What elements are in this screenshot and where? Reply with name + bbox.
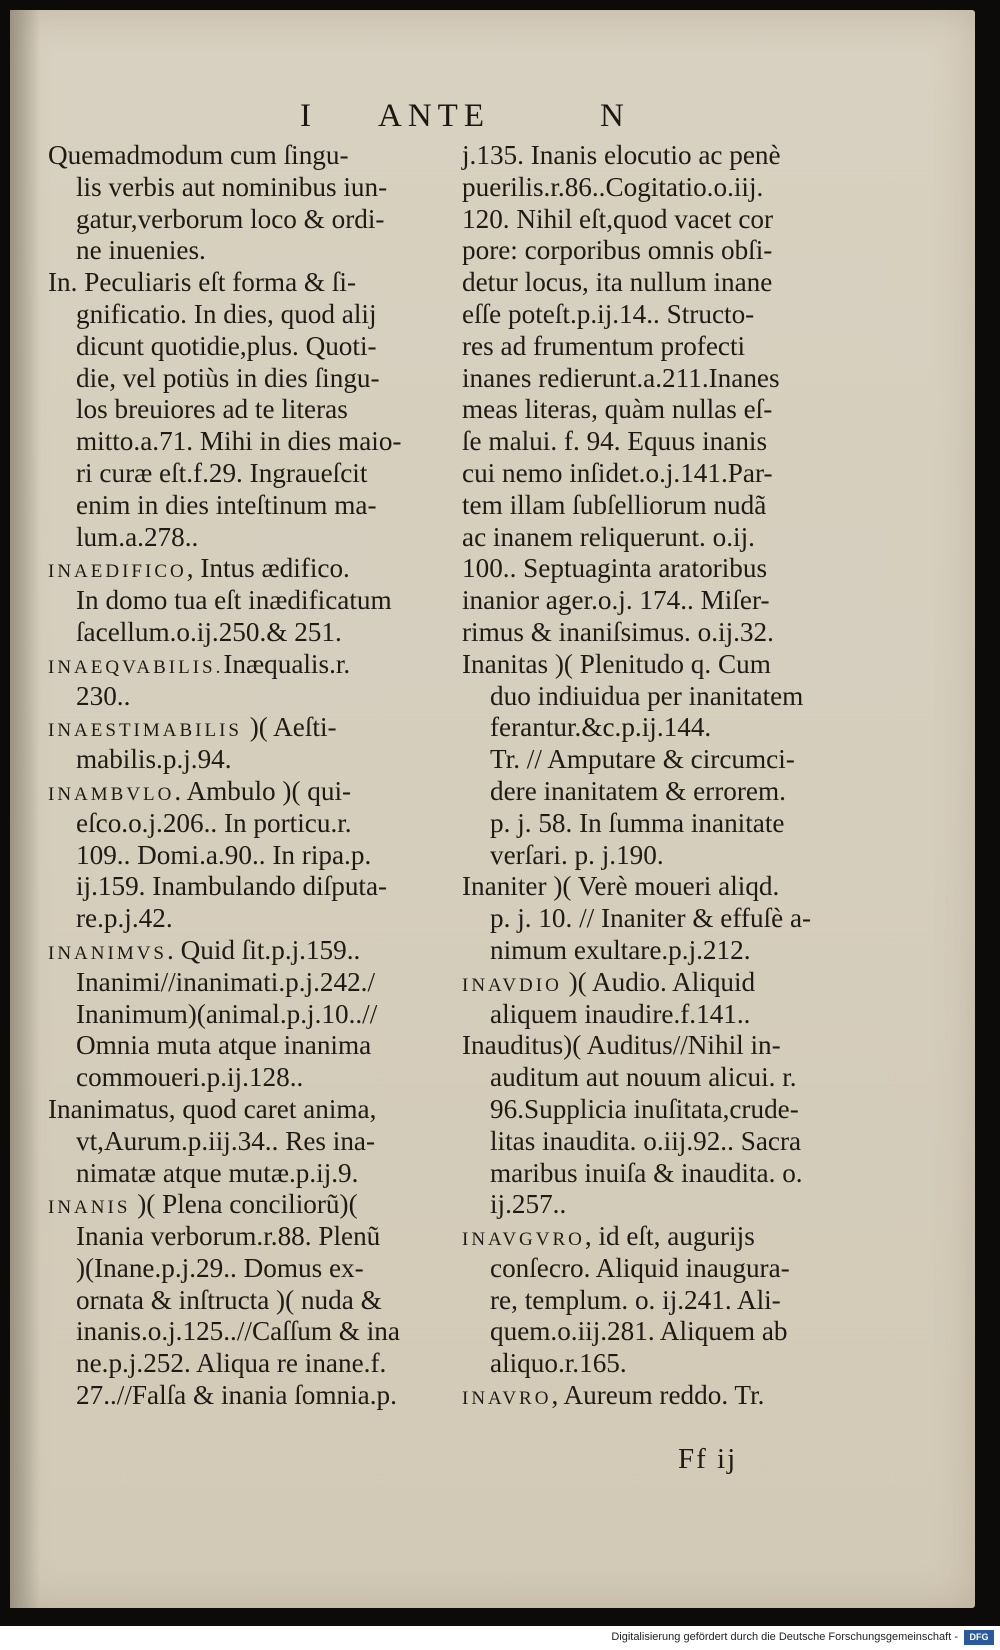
text-line: Inaniter )( Verè moueri aliqd. <box>462 871 780 902</box>
text-line: ſacellum.o.ij.250.& 251. <box>76 616 342 647</box>
text-line: mitto.a.71. Mihi in dies maio- <box>76 426 402 457</box>
dfg-logo: DFG <box>964 1630 994 1645</box>
text-line: ri curæ eſt.f.29. Ingraueſcit <box>76 457 368 488</box>
text-line: ac inanem reliquerunt. o.ij. <box>462 521 755 552</box>
text-line: re, templum. o. ij.241. Ali- <box>490 1284 781 1315</box>
text-line: gnificatio. In dies, quod alij <box>76 298 377 329</box>
text-line: Inanimi//inanimati.p.j.242./ <box>76 966 376 997</box>
text-line: detur locus, ita nullum inane <box>462 267 773 298</box>
text-line: INAVDIO )( Audio. Aliquid <box>462 966 756 997</box>
text-line: Inanimum)(animal.p.j.10..// <box>76 998 378 1029</box>
text-line: inanes redierunt.a.211.Inanes <box>462 362 780 393</box>
text-line: In domo tua eſt inædificatum <box>76 585 392 616</box>
text-line: Quemadmodum cum ſingu- <box>48 140 349 170</box>
header-letter-n: N <box>600 98 630 134</box>
text-line: ne inuenies. <box>76 235 206 266</box>
text-line: pore: corporibus omnis obſi- <box>462 235 773 266</box>
text-line: 109.. Domi.a.90.. In ripa.p. <box>76 839 372 870</box>
text-line: 120. Nihil eſt,quod vacet cor <box>462 203 774 234</box>
text-line: nimatæ atque mutæ.p.ij.9. <box>76 1157 359 1188</box>
text-line: ferantur.&c.p.ij.144. <box>490 712 712 743</box>
text-line: inanis.o.j.125..//Caſſum & ina <box>76 1316 400 1347</box>
text-line: litas inaudita. o.iij.92.. Sacra <box>490 1125 802 1156</box>
text-line: quem.o.iij.281. Aliquem ab <box>490 1316 788 1347</box>
text-line: auditum aut nouum alicui. r. <box>490 1062 797 1093</box>
text-line: enim in dies inteſtinum ma- <box>76 489 377 520</box>
text-line: Inanitas )( Plenitudo q. Cum <box>462 648 771 679</box>
text-line: gatur,verborum loco & ordi- <box>76 203 385 234</box>
text-line: die, vel potiùs in dies ſingu- <box>76 362 380 393</box>
text-line: puerilis.r.86..Cogitatio.o.iij. <box>462 171 764 202</box>
text-line: los breuiores ad te literas <box>76 394 348 425</box>
text-line: INANIMVS. Quid ſit.p.j.159.. <box>48 934 361 965</box>
header-word-ante: ANTE <box>378 98 490 134</box>
page-edge-shadow <box>10 10 40 1608</box>
text-line: eſſe poteſt.p.ij.14.. Structo- <box>462 298 755 329</box>
text-line: 100.. Septuaginta aratoribus <box>462 553 768 584</box>
text-line: j.135. Inanis elocutio ac penè <box>462 140 781 170</box>
text-line: dicunt quotidie,plus. Quoti- <box>76 330 377 361</box>
text-line: 96.Supplicia inuſitata,crude- <box>490 1093 799 1124</box>
text-line: 230.. <box>76 680 131 711</box>
right-column <box>462 140 897 1412</box>
text-line: verſari. p. j.190. <box>490 839 664 870</box>
text-line: INAVGVRO, id eſt, augurijs <box>462 1221 755 1252</box>
text-line: ſe malui. f. 94. Equus inanis <box>462 426 768 457</box>
text-line: inanior ager.o.j. 174.. Miſer- <box>462 585 770 616</box>
text-line: commoueri.p.ij.128.. <box>76 1062 304 1093</box>
text-line: In. Peculiaris eſt forma & ſi- <box>48 267 357 298</box>
text-line: ij.257.. <box>490 1189 567 1220</box>
text-line: tem illam ſubſelliorum nudã <box>462 489 767 520</box>
text-line: conſecro. Aliquid inaugura- <box>490 1252 790 1283</box>
text-line: INAEDIFICO, Intus ædifico. <box>48 553 350 584</box>
text-line: INAEQVABILIS.Inæqualis.r. <box>48 648 351 679</box>
text-line: vt,Aurum.p.iij.34.. Res ina- <box>76 1125 376 1156</box>
book-page <box>10 10 975 1608</box>
text-line: re.p.j.42. <box>76 903 173 934</box>
text-line: Inanimatus, quod caret anima, <box>48 1093 377 1124</box>
text-line: )(Inane.p.j.29.. Domus ex- <box>76 1252 364 1283</box>
left-column <box>48 140 478 1412</box>
footer-credit: Digitalisierung gefördert durch die Deutsche Forschungsgemeinschaft - <box>611 1631 958 1643</box>
text-line: Inauditus)( Auditus//Nihil in- <box>462 1030 781 1061</box>
text-line: maribus inuiſa & inaudita. o. <box>490 1157 803 1188</box>
text-line: aliquo.r.165. <box>490 1348 627 1379</box>
signature-mark: Ff ij <box>678 1443 738 1475</box>
text-line: nimum exultare.p.j.212. <box>490 934 751 965</box>
text-line: INAMBVLO. Ambulo )( qui- <box>48 775 352 806</box>
text-line: mabilis.p.j.94. <box>76 744 232 775</box>
text-line: INANIS )( Plena conciliorũ)( <box>48 1189 358 1220</box>
text-line: rimus & inaniſsimus. o.ij.32. <box>462 616 774 647</box>
text-line: 27..//Falſa & inania ſomnia.p. <box>76 1380 397 1411</box>
text-line: INAESTIMABILIS )( Aeſti- <box>48 712 337 743</box>
text-line: aliquem inaudire.f.141.. <box>490 998 751 1029</box>
text-line: duo indiuidua per inanitatem <box>490 680 804 711</box>
text-line: Inania verborum.r.88. Plenũ <box>76 1221 381 1252</box>
text-line: ij.159. Inambulando diſputa- <box>76 871 388 902</box>
text-line: eſco.o.j.206.. In porticu.r. <box>76 807 352 838</box>
footer-bar <box>0 1626 1000 1650</box>
text-line: Tr. // Amputare & circumci- <box>490 744 795 775</box>
header-letter-i: I <box>300 98 317 134</box>
text-line: meas literas, quàm nullas eſ- <box>462 394 773 425</box>
text-line: cui nemo inſidet.o.j.141.Par- <box>462 457 773 488</box>
text-line: dere inanitatem & errorem. <box>490 775 786 806</box>
text-line: lum.a.278.. <box>76 521 199 552</box>
text-line: INAVRO, Aureum reddo. Tr. <box>462 1380 765 1411</box>
text-line: Omnia muta atque inanima <box>76 1030 372 1061</box>
text-line: ne.p.j.252. Aliqua re inane.f. <box>76 1348 387 1379</box>
text-line: p. j. 10. // Inaniter & effuſè a- <box>490 903 812 934</box>
text-line: lis verbis aut nominibus iun- <box>76 171 388 202</box>
text-line: ornata & inſtructa )( nuda & <box>76 1284 382 1315</box>
text-line: res ad frumentum profecti <box>462 330 746 361</box>
text-line: p. j. 58. In ſumma inanitate <box>490 807 785 838</box>
